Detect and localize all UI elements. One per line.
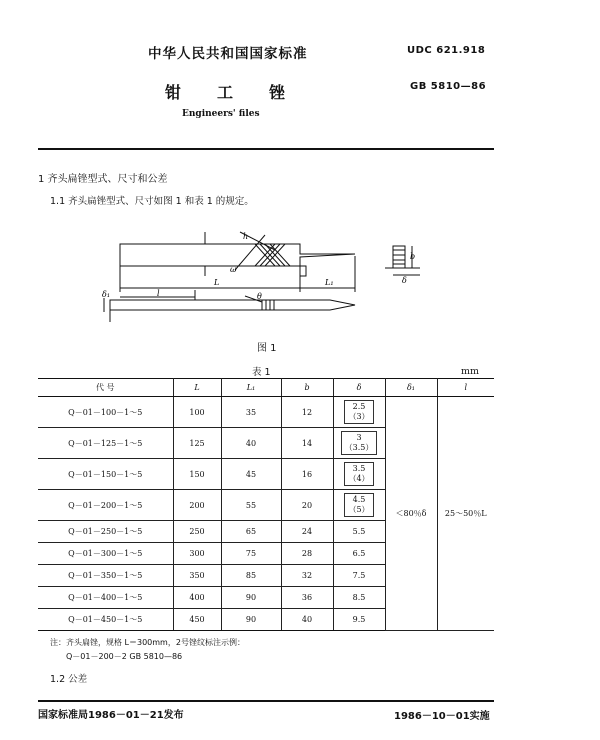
cell-b: 40: [281, 609, 333, 631]
cell-l: 25～50％L: [437, 397, 494, 631]
figure-1-drawing: [0, 210, 600, 335]
cell-L1: 40: [221, 428, 281, 459]
label-delta: δ: [402, 276, 407, 285]
table-unit: mm: [461, 366, 480, 377]
table-note: 注：齐头扁锉，规格 L＝300mm，2号锉纹标注示例：: [50, 638, 245, 647]
cell-b: 32: [281, 565, 333, 587]
cell-code: Q－01－450－1～5: [38, 609, 173, 631]
cell-b: 24: [281, 521, 333, 543]
cell-L: 125: [173, 428, 221, 459]
cell-L1: 90: [221, 587, 281, 609]
table-note-example: Q－01－200－2 GB 5810—86: [66, 652, 183, 661]
cell-L: 200: [173, 490, 221, 521]
figure-caption: 图 1: [257, 343, 277, 354]
cell-L1: 35: [221, 397, 281, 428]
label-delta1: δ₁: [102, 290, 111, 299]
file-side-view: [110, 300, 355, 310]
cell-delta: 8.5: [333, 587, 385, 609]
cell-L: 350: [173, 565, 221, 587]
file-hatch-pattern: [255, 244, 290, 266]
col-header-delta: δ: [333, 379, 385, 397]
cell-code: Q－01－400－1～5: [38, 587, 173, 609]
cell-b: 28: [281, 543, 333, 565]
cell-code: Q－01－150－1～5: [38, 459, 173, 490]
table-caption: 表 1: [252, 367, 271, 378]
cell-delta: 2.5 （3）: [333, 397, 385, 428]
label-h: h: [243, 232, 249, 241]
cell-L1: 90: [221, 609, 281, 631]
cell-delta: 4.5 （5）: [333, 490, 385, 521]
table-row: [38, 397, 494, 428]
cell-L1: 45: [221, 459, 281, 490]
col-header-code: 代 号: [38, 379, 173, 397]
effective-date: 1986－10－01实施: [394, 711, 490, 722]
cell-delta: 9.5: [333, 609, 385, 631]
cell-code: Q－01－350－1～5: [38, 565, 173, 587]
cell-delta: 6.5: [333, 543, 385, 565]
cell-L: 450: [173, 609, 221, 631]
cell-delta: 7.5: [333, 565, 385, 587]
document-organization: 中华人民共和国国家标准: [148, 46, 308, 62]
cell-L1: 65: [221, 521, 281, 543]
col-header-delta1: δ₁: [385, 379, 437, 397]
cell-b: 14: [281, 428, 333, 459]
cell-code: Q－01－200－1～5: [38, 490, 173, 521]
label-l: l: [157, 289, 160, 298]
table-header-row: [38, 379, 494, 397]
label-L1: L₁: [325, 278, 334, 287]
cell-L: 300: [173, 543, 221, 565]
col-header-L: L: [173, 379, 221, 397]
cell-L: 150: [173, 459, 221, 490]
dimension-table: [38, 378, 494, 631]
issue-date: 国家标准局1986－01－21发布: [38, 710, 184, 721]
footer-rule: [38, 700, 494, 702]
col-header-L1: L₁: [221, 379, 281, 397]
cell-L1: 75: [221, 543, 281, 565]
label-omega: ω: [230, 265, 237, 274]
cell-code: Q－01－300－1～5: [38, 543, 173, 565]
label-theta: θ: [257, 292, 262, 301]
file-top-view: [120, 244, 355, 266]
cell-L: 100: [173, 397, 221, 428]
cell-b: 12: [281, 397, 333, 428]
file-cross-section: [393, 246, 405, 268]
header-rule: [38, 148, 494, 150]
cell-L1: 55: [221, 490, 281, 521]
cell-delta: 5.5: [333, 521, 385, 543]
label-b: b: [410, 252, 416, 261]
cell-code: Q－01－250－1～5: [38, 521, 173, 543]
udc-code: UDC 621.918: [407, 45, 486, 56]
cell-b: 20: [281, 490, 333, 521]
section-1-1-text: 1.1 齐头扁锉型式、尺寸如图 1 和表 1 的规定。: [50, 196, 254, 207]
document-title: 钳工锉: [165, 83, 322, 102]
cell-delta: 3.5 （4）: [333, 459, 385, 490]
english-title: Engineers' files: [182, 109, 260, 119]
col-header-l: l: [437, 379, 494, 397]
cell-delta: 3 （3.5）: [333, 428, 385, 459]
section-1-heading: 1 齐头扁锉型式、尺寸和公差: [38, 174, 168, 185]
cell-L1: 85: [221, 565, 281, 587]
col-header-b: b: [281, 379, 333, 397]
standard-number: GB 5810—86: [410, 81, 487, 92]
cell-b: 36: [281, 587, 333, 609]
cell-delta1: ＜80％δ: [385, 397, 437, 631]
cell-L: 250: [173, 521, 221, 543]
section-1-2-heading: 1.2 公差: [50, 674, 88, 685]
cell-code: Q－01－100－1～5: [38, 397, 173, 428]
label-L: L: [214, 278, 220, 287]
cell-code: Q－01－125－1～5: [38, 428, 173, 459]
cell-L: 400: [173, 587, 221, 609]
cell-b: 16: [281, 459, 333, 490]
